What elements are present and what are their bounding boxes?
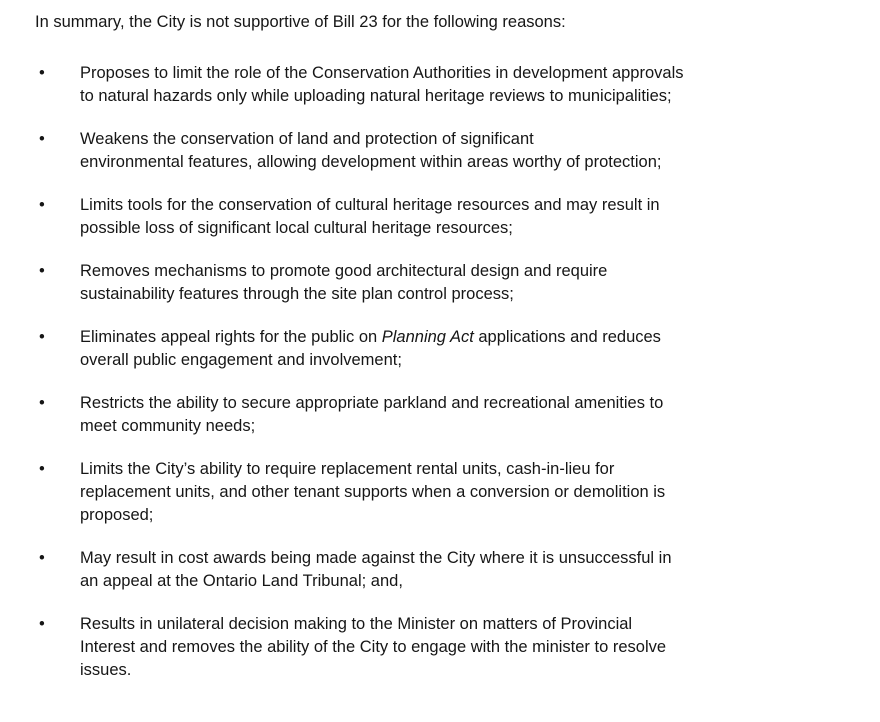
bullet-marker: • <box>39 64 45 82</box>
text-segment: applications and reduces <box>473 328 661 346</box>
bullet-line: Limits tools for the conservation of cultural heritage resources and may result in <box>80 196 660 214</box>
bullet-line: issues. <box>80 661 132 679</box>
bullet-item <box>35 547 860 593</box>
bullet-line: Proposes to limit the role of the Conservation Authorities in development approvals <box>80 64 684 82</box>
bullet-line: Restricts the ability to secure appropriate parkland and recreational amenities to <box>80 394 664 412</box>
bullet-text <box>80 547 672 593</box>
bullet-line <box>80 326 661 349</box>
bullet-text <box>80 326 661 372</box>
bullet-text <box>80 458 665 527</box>
bullet-item <box>35 458 860 527</box>
bullet-text <box>80 128 661 174</box>
bullet-item <box>35 260 860 306</box>
bullet-line: environmental features, allowing development within areas worthy of protection; <box>80 153 662 171</box>
bullet-line: an appeal at the Ontario Land Tribunal; and, <box>80 572 403 590</box>
bullet-line: proposed; <box>80 506 154 524</box>
bullet-line: replacement units, and other tenant supports when a conversion or demolition is <box>80 483 666 501</box>
bullet-line: sustainability features through the site plan control process; <box>80 285 514 303</box>
bullet-line: Results in unilateral decision making to the Minister on matters of Provincial <box>80 615 633 633</box>
bullet-item <box>35 194 860 240</box>
bullet-item <box>35 62 860 108</box>
bullet-marker: • <box>39 196 45 214</box>
bullet-line: overall public engagement and involvement; <box>80 351 402 369</box>
bullet-text <box>80 392 663 438</box>
bullet-marker: • <box>39 328 45 346</box>
text-segment: Eliminates appeal rights for the public on <box>80 328 382 346</box>
intro-paragraph: In summary, the City is not supportive of Bill 23 for the following reasons: <box>35 13 566 31</box>
bullet-marker: • <box>39 394 45 412</box>
text-segment-italic: Planning Act <box>381 328 474 346</box>
bullet-item <box>35 326 860 372</box>
bullet-item <box>35 128 860 174</box>
bullet-marker: • <box>39 130 45 148</box>
bullet-marker: • <box>39 549 45 567</box>
bullet-line: Removes mechanisms to promote good architectural design and require <box>80 262 608 280</box>
bullet-text <box>80 194 660 240</box>
bullet-line: Weakens the conservation of land and protection of significant <box>80 130 534 148</box>
bullet-item <box>35 613 860 682</box>
bullet-text <box>80 260 607 306</box>
bullet-list <box>35 62 860 682</box>
bullet-line: Interest and removes the ability of the City to engage with the minister to resolve <box>80 638 667 656</box>
bullet-line: Limits the City’s ability to require replacement rental units, cash-in-lieu for <box>80 460 615 478</box>
bullet-text <box>80 62 684 108</box>
bullet-marker: • <box>39 460 45 478</box>
bullet-item <box>35 392 860 438</box>
bullet-line: May result in cost awards being made against the City where it is unsuccessful in <box>80 549 672 567</box>
bullet-marker: • <box>39 615 45 633</box>
bullet-line: to natural hazards only while uploading natural heritage reviews to municipalities; <box>80 87 672 105</box>
bullet-text <box>80 613 666 682</box>
bullet-marker: • <box>39 262 45 280</box>
bullet-line: possible loss of significant local cultural heritage resources; <box>80 219 513 237</box>
bullet-line: meet community needs; <box>80 417 256 435</box>
